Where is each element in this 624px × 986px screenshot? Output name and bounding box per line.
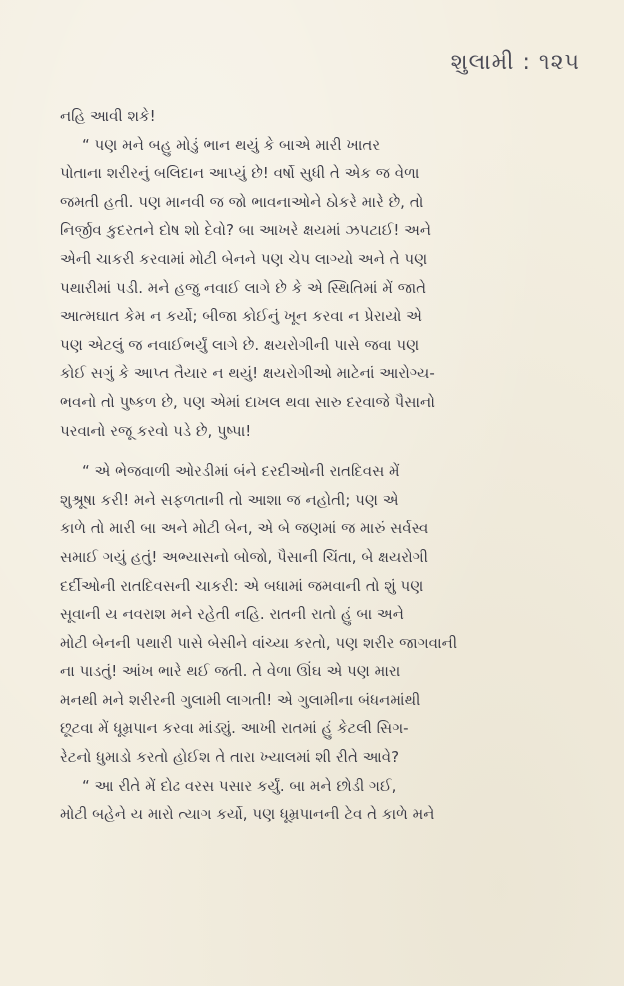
text-line: “ આ રીતે મેં દોઢ વરસ પસાર કર્યું. બા મને છોડી ગઈ,: [82, 776, 397, 795]
text-line: મોટી બહેને ય મારો ત્યાગ કર્યો, પણ ધૂમ્રપાનની ટેવ તે કાળે મને: [60, 805, 435, 824]
text-line: ના પાડતું! આંખ ભારે થઈ જતી. તે વેળા ઊંઘ એ પણ મારા: [60, 662, 401, 681]
text-line: કોઈ સગું કે આપ્ત તૈયાર ન થયું! ક્ષયરોગીઓ માટેનાં આરોગ્ય-: [60, 364, 435, 383]
text-line: નિર્જીવ કુદરતને દોષ શો દેવો? બા આખરે ક્ષયમાં ઝપટાઈ! અને: [60, 221, 432, 240]
text-line: દર્દીઓની રાતદિવસની ચાકરી: એ બધામાં જમવાની તો શું પણ: [60, 576, 424, 595]
paragraph-gap: [60, 445, 588, 457]
text-line: મોટી બેનની પથારી પાસે બેસીને વાંચ્યા કરતો, પણ શરીર જાગવાની: [60, 633, 458, 652]
text-line: પરવાનો રજૂ કરવો પડે છે, પુષ્પા!: [60, 421, 252, 440]
running-header: શુલામી : ૧૨૫: [450, 50, 580, 75]
text-line: છૂટવા મેં ધૂમ્રપાન કરવા માંડ્યું. આખી રાતમાં હું કેટલી સિગ-: [60, 719, 409, 738]
text-line: નહિ આવી શકે!: [60, 107, 156, 125]
text-line: મનથી મને શરીરની ગુલામી લાગતી! એ ગુલામીના બંધનમાંથી: [60, 690, 421, 709]
text-line: પોતાના શરીરનું બલિદાન આપ્યું છે! વર્ષો સુધી તે એક જ વેળા: [60, 164, 420, 183]
text-line: કાળે તો મારી બા અને મોટી બેન, એ બે જણમાં જ મારું સર્વસ્વ: [60, 519, 429, 538]
text-line: “ પણ મને બહુ મોડું ભાન થયું કે બાએ મારી ખાતર: [82, 135, 381, 154]
text-line: આત્મઘાત કેમ ન કર્યો; બીજા કોઈનું ખૂન કરવા ન પ્રેરાયો એ: [60, 307, 422, 326]
text-line: પથારીમાં પડી. મને હજુ નવાઈ લાગે છે કે એ સ્થિતિમાં મેં જાતે: [60, 278, 427, 297]
text-line: સમાઈ ગયું હતું! અભ્યાસનો બોજો, પૈસાની ચિંતા, બે ક્ષયરોગી: [60, 547, 429, 566]
text-line: સૂવાની ય નવરાશ મને રહેતી નહિ. રાતની રાતો હું બા અને: [60, 605, 404, 624]
text-line: એની ચાકરી કરવામાં મોટી બેનને પણ ચેપ લાગ્યો અને તે પણ: [60, 249, 428, 268]
text-line: “ એ ભેજવાળી ઓરડીમાં બંને દરદીઓની રાતદિવસ મેં: [82, 462, 400, 481]
text-line: શુશ્રૂષા કરી! મને સફળતાની તો આશા જ નહોતી; પણ એ: [60, 490, 399, 509]
body-text: [60, 102, 588, 829]
text-line: રેટનો ધુમાડો કરતો હોઈશ તે તારા ખ્યાલમાં શી રીતે આવે?: [60, 748, 400, 767]
text-line: જમતી હતી. પણ માનવી જ જો ભાવનાઓને ઠોકરે મારે છે, તો: [60, 192, 424, 211]
text-line: પણ એટલું જ નવાઈભર્યું લાગે છે. ક્ષયરોગીની પાસે જવા પણ: [60, 335, 420, 354]
text-line: ભવનો તો પુષ્કળ છે, પણ એમાં દાખલ થવા સારુ દરવાજે પૈસાનો: [60, 392, 435, 411]
